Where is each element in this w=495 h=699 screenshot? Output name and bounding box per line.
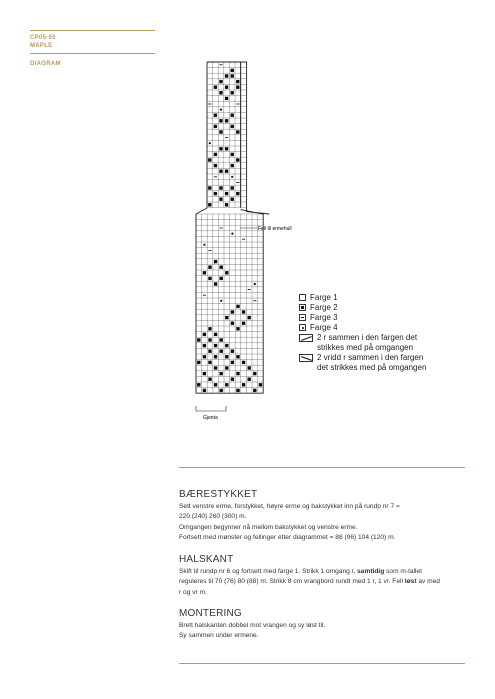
farge-2-cell [214,192,217,195]
farge-3-cell [208,104,211,105]
farge-4-cell [254,283,256,285]
left-slant-icon [299,354,313,362]
farge-2-cell [231,125,234,128]
farge-2-cell [248,378,251,381]
farge-2-cell [231,164,234,167]
farge-2-cell [231,74,234,77]
farge-2-cell [231,69,234,72]
farge-2-cell [231,310,234,313]
legend-label: Farge 4 [310,323,338,332]
gjenta-annotation: Gjenta [203,415,218,421]
farge-2-cell [203,344,206,347]
farge-2-cell [214,344,217,347]
farge-2-cell [236,80,239,83]
dash-square-icon [299,314,306,321]
filled-square-icon [299,304,306,311]
farge-3-cell [220,228,223,229]
farge-2-cell [219,91,222,94]
farge-2-cell [236,158,239,161]
farge-2-cell [253,372,256,375]
farge-2-cell [253,389,256,392]
farge-3-cell [203,295,206,296]
farge-3-cell [208,250,211,251]
farge-2-cell [203,389,206,392]
farge-2-cell [214,114,217,117]
farge-2-cell [248,316,251,319]
paragraph-line: Sy sammen under ermene. [179,632,259,640]
farge-2-cell [214,153,217,156]
farge-2-cell [236,305,239,308]
farge-2-cell [219,198,222,201]
farge-2-cell [219,80,222,83]
farge-2-cell [236,372,239,375]
pattern-code-number: CP05-05 [30,35,56,41]
farge-2-cell [225,170,228,173]
farge-2-cell [219,186,222,189]
farge-4-cell [220,300,222,302]
farge-2-cell [208,158,211,161]
chart-grid [196,62,263,393]
farge-2-cell [214,125,217,128]
farge-2-cell [214,333,217,336]
farge-3-cell [236,104,239,105]
farge-2-cell [225,383,228,386]
farge-2-cell [225,344,228,347]
farge-2-cell [236,327,239,330]
text-run: som m-tallet [386,568,423,575]
farge-2-cell [208,378,211,381]
farge-2-cell [219,170,222,173]
farge-2-cell [225,147,228,150]
farge-2-cell [236,192,239,195]
legend-label: 2 r sammen i den fargen det [317,333,418,342]
farge-3-cell [248,289,251,290]
text-rule-bottom [179,663,465,664]
section-halskant [179,554,467,598]
gjenta-bracket [196,406,226,411]
farge-2-cell [214,260,217,263]
farge-2-cell [231,186,234,189]
farge-2-cell [225,355,228,358]
legend-label-cont: det strikkes med på omgangen [317,363,427,372]
farge-2-cell [208,203,211,206]
blank-square-icon [299,294,306,301]
section-baerestykket [179,489,467,544]
farge-2-cell [208,266,211,269]
legend-label-cont: strikkes med på omgangen [317,343,414,352]
legend-item-k2tog [299,333,426,353]
farge-3-cell [225,137,228,138]
farge-2-cell [219,147,222,150]
farge-2-cell [231,114,234,117]
farge-2-cell [242,310,245,313]
farge-2-cell [220,266,223,269]
text-run: Skift til rundp nr 6 og fortsett med farge 1. Strikk 1 omgang r, [179,568,356,575]
farge-2-cell [225,366,228,369]
farge-2-cell [225,316,228,319]
legend-item-farge-4 [299,323,426,333]
right-slant-icon [299,334,313,342]
farge-4-cell [209,142,211,144]
farge-2-cell [208,361,211,364]
farge-4-cell [231,176,233,178]
farge-2-cell [242,322,245,325]
text-run: reguleres til 70 (76) 80 (88) m. Strikk 8 cm vrangbord rundt med 1 r, 1 vr. Fell [179,578,403,586]
farge-3-cell [253,300,256,301]
legend-label: Farge 1 [310,293,338,302]
paragraph-line: Brett halskanten dobbel mot vrangen og sy løst til. [179,622,326,629]
section-title: BÆRESTYKKET [179,489,258,500]
farge-2-cell [225,203,228,206]
farge-2-cell [225,74,228,77]
farge-2-cell [214,355,217,358]
farge-2-cell [225,97,228,100]
text-run: av med [418,578,440,586]
farge-2-cell [236,355,239,358]
legend-item-farge-1 [299,293,426,303]
fell-annotation: Fell til ermehull [258,226,292,232]
farge-2-cell [231,378,234,381]
farge-2-cell [220,350,223,353]
paragraph-line: Sett venstre erme, forstykket, høyre erme og bakstykket inn på rundp nr 7 = [179,503,400,510]
text-rule-top [179,467,465,468]
farge-2-cell [231,322,234,325]
farge-2-cell [214,282,217,285]
farge-2-cell [225,119,228,122]
farge-2-cell [220,338,223,341]
farge-2-cell [220,372,223,375]
farge-2-cell [214,366,217,369]
farge-2-cell [220,389,223,392]
paragraph-line [179,567,467,577]
farge-2-cell [203,271,206,274]
farge-4-cell [203,244,205,246]
farge-3-cell [219,64,222,65]
paragraph-line: Fortsett med mønster og fellinger etter diagrammet = 88 (96) 104 (120) m. [179,534,396,542]
farge-2-cell [214,86,217,89]
farge-2-cell [219,119,222,122]
farge-2-cell [219,130,222,133]
farge-2-cell [214,383,217,386]
farge-2-cell [225,271,228,274]
farge-2-cell [231,91,234,94]
text-run-bold: samtidig [357,568,385,575]
farge-4-cell [231,233,233,235]
farge-2-cell [208,327,211,330]
farge-2-cell [197,361,200,364]
paragraph-line: r og vr m. [179,588,207,596]
farge-2-cell [242,383,245,386]
farge-2-cell [236,389,239,392]
farge-2-cell [231,153,234,156]
farge-2-cell [248,366,251,369]
farge-2-cell [203,372,206,375]
farge-2-cell [203,355,206,358]
farge-2-cell [197,338,200,341]
dot-square-icon [299,324,306,331]
pattern-name: MAPLE [30,43,53,49]
farge-2-cell [236,130,239,133]
farge-2-cell [225,86,228,89]
legend-label: Farge 2 [310,303,338,312]
section-montering [179,608,467,642]
farge-2-cell [220,277,223,280]
section-title: MONTERING [179,608,242,619]
paragraph-line: 220 (240) 260 (300) m. [179,513,247,521]
farge-2-cell [208,338,211,341]
farge-2-cell [203,333,206,336]
farge-2-cell [197,383,200,386]
legend-item-farge-2 [299,303,426,313]
farge-3-cell [236,182,239,183]
farge-2-cell [259,383,262,386]
text-run-bold: løst [404,578,417,586]
farge-2-cell [214,164,217,167]
farge-3-cell [214,176,217,177]
farge-2-cell [231,198,234,201]
farge-2-cell [231,350,234,353]
farge-2-cell [208,186,211,189]
farge-2-cell [231,361,234,364]
farge-4-cell [220,109,222,111]
farge-2-cell [225,192,228,195]
farge-2-cell [208,350,211,353]
legend-item-farge-3 [299,313,426,323]
section-title: HALSKANT [179,554,234,565]
paragraph-line: Omgangen begynner nå mellom bakstykket og venstre erme. [179,523,358,531]
paragraph-line [179,577,467,587]
farge-2-cell [236,86,239,89]
legend-label: 2 vridd r sammen i den fargen [317,353,424,362]
farge-3-cell [242,239,245,240]
chart-legend [299,293,426,373]
legend-label: Farge 3 [310,313,338,322]
farge-2-cell [242,361,245,364]
section-label-diagram: DIAGRAM [30,61,61,67]
legend-item-k2tog-tbl [299,353,426,373]
farge-2-cell [208,277,211,280]
